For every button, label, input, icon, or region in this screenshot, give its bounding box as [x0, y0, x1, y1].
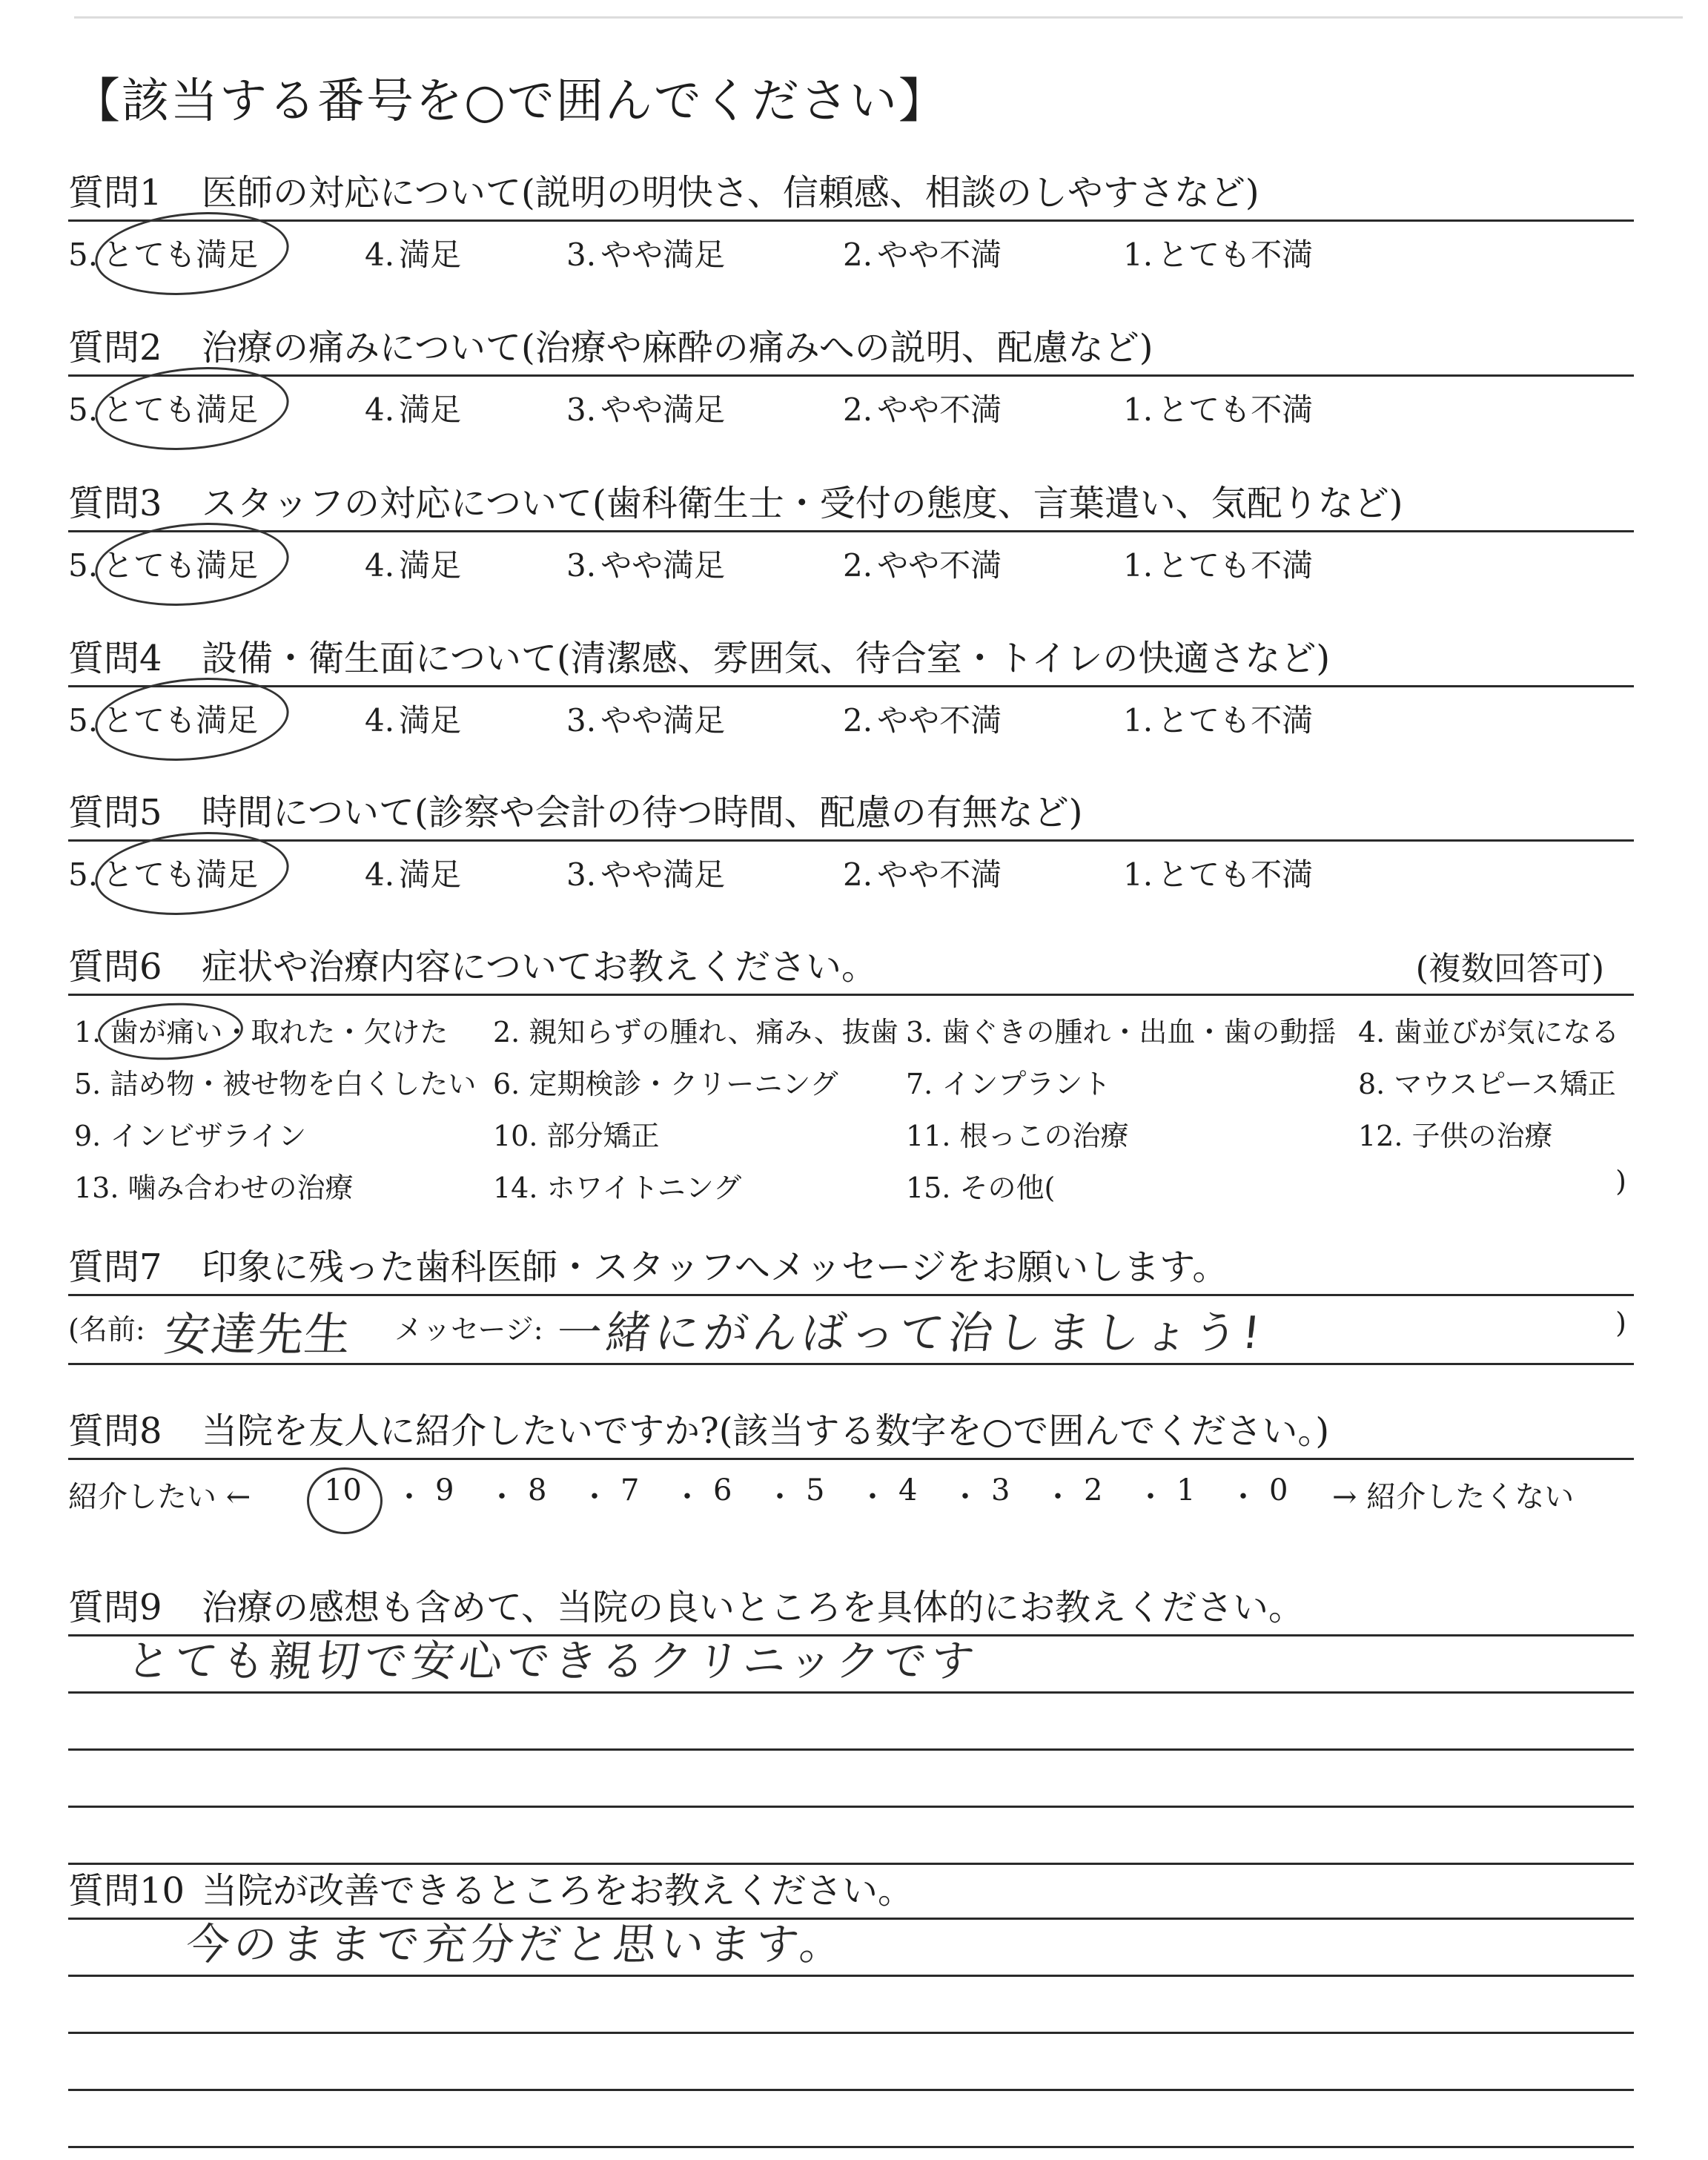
question-text: 医師の対応について(説明の明快さ、信頼感、相談のしやすさなど) — [202, 172, 1260, 214]
option-satisfied[interactable]: 4. 満足 — [365, 392, 462, 428]
option-gum-swelling[interactable]: 3. 歯ぐきの腫れ・出血・歯の動揺 — [906, 1016, 1337, 1048]
question-number: 質問3 — [68, 483, 162, 524]
name-label: (名前: — [68, 1313, 145, 1346]
message-close-paren: ) — [1615, 1307, 1626, 1339]
rating-options — [68, 222, 1634, 281]
option-whitening[interactable]: 14. ホワイトニング — [493, 1172, 742, 1204]
option-other[interactable]: 15. その他( — [906, 1172, 1056, 1204]
option-white-fillings[interactable]: 5. 詰め物・被せ物を白くしたい — [74, 1068, 477, 1100]
question-9 — [68, 1576, 1634, 1865]
question-5 — [68, 782, 1634, 901]
option-implant[interactable]: 7. インプラント — [906, 1068, 1111, 1100]
question-text: 症状や治療内容についてお教えください。 — [202, 946, 878, 988]
handwritten-answer: 今のままで充分だと思います。 — [183, 1919, 850, 1969]
question-number: 質問6 — [68, 946, 162, 988]
answer-line[interactable] — [68, 1977, 1634, 2034]
scale-dot: ・ — [487, 1480, 517, 1514]
question-text: スタッフの対応について(歯科衛生士・受付の態度、言葉遣い、気配りなど) — [202, 483, 1403, 524]
option-satisfied[interactable]: 4. 満足 — [365, 547, 462, 584]
option-very-dissatisfied[interactable]: 1. とても不満 — [1123, 237, 1314, 273]
option-very-dissatisfied[interactable]: 1. とても不満 — [1123, 547, 1314, 584]
question-7 — [68, 1236, 1634, 1365]
question-header — [68, 936, 1634, 996]
question-text: 治療の痛みについて(治療や麻酔の痛みへの説明、配慮など) — [202, 327, 1153, 369]
option-satisfied[interactable]: 4. 満足 — [365, 856, 462, 893]
question-number: 質問8 — [68, 1410, 162, 1452]
symptom-options — [68, 996, 1634, 1203]
option-alignment[interactable]: 4. 歯並びが気になる — [1358, 1016, 1620, 1048]
option-somewhat-dissatisfied[interactable]: 2. やや不満 — [843, 702, 1002, 739]
answer-line[interactable] — [68, 2091, 1634, 2148]
rating-options — [68, 532, 1634, 592]
scale-1[interactable]: 1 — [1176, 1473, 1196, 1507]
option-somewhat-dissatisfied[interactable]: 2. やや不満 — [843, 237, 1002, 273]
option-somewhat-dissatisfied[interactable]: 2. やや不満 — [843, 856, 1002, 893]
option-very-satisfied[interactable]: 5. とても満足 — [68, 856, 259, 893]
question-header — [68, 162, 1634, 222]
scale-4[interactable]: 4 — [898, 1473, 918, 1507]
option-somewhat-satisfied[interactable]: 3. やや満足 — [566, 237, 726, 273]
question-number: 質問9 — [68, 1587, 162, 1628]
option-satisfied[interactable]: 4. 満足 — [365, 702, 462, 739]
option-partial-ortho[interactable]: 10. 部分矯正 — [493, 1120, 660, 1152]
answer-line[interactable] — [68, 2034, 1634, 2091]
question-text: 治療の感想も含めて、当院の良いところを具体的にお教えください。 — [202, 1587, 1305, 1628]
option-somewhat-satisfied[interactable]: 3. やや満足 — [566, 856, 726, 893]
rating-options — [68, 687, 1634, 747]
top-rule — [74, 16, 1683, 19]
question-header — [68, 317, 1634, 377]
question-header — [68, 1400, 1634, 1460]
question-2 — [68, 317, 1634, 436]
option-toothache[interactable]: 1. 歯が痛い・取れた・欠けた — [74, 1016, 448, 1048]
question-text: 当院を友人に紹介したいですか?(該当する数字を○で囲んでください。) — [202, 1410, 1330, 1452]
scale-10[interactable]: 10 — [324, 1473, 362, 1507]
question-6 — [68, 936, 1634, 1203]
option-root-canal[interactable]: 11. 根っこの治療 — [906, 1120, 1129, 1152]
question-number: 質問1 — [68, 172, 162, 214]
option-very-satisfied[interactable]: 5. とても満足 — [68, 702, 259, 739]
question-3 — [68, 472, 1634, 592]
scale-dot: ・ — [672, 1480, 702, 1514]
option-somewhat-satisfied[interactable]: 3. やや満足 — [566, 392, 726, 428]
question-header — [68, 627, 1634, 687]
scale-dot: ・ — [580, 1480, 609, 1514]
scale-dot: ・ — [1043, 1480, 1073, 1514]
rating-options — [68, 377, 1634, 436]
scale-dot: ・ — [394, 1480, 424, 1514]
question-number: 質問4 — [68, 638, 162, 679]
question-text: 設備・衛生面について(清潔感、雰囲気、待合室・トイレの快適さなど) — [202, 638, 1331, 679]
option-somewhat-satisfied[interactable]: 3. やや満足 — [566, 547, 726, 584]
option-very-satisfied[interactable]: 5. とても満足 — [68, 547, 259, 584]
question-text: 時間について(診察や会計の待つ時間、配慮の有無など) — [202, 792, 1083, 833]
question-number: 質問10 — [68, 1870, 185, 1912]
question-10 — [68, 1860, 1634, 2148]
scale-9[interactable]: 9 — [435, 1473, 454, 1507]
question-number: 質問5 — [68, 792, 162, 833]
scale-3[interactable]: 3 — [991, 1473, 1010, 1507]
option-pediatric[interactable]: 12. 子供の治療 — [1358, 1120, 1553, 1152]
option-somewhat-satisfied[interactable]: 3. やや満足 — [566, 702, 726, 739]
scale-dot: ・ — [765, 1480, 795, 1514]
answer-lines — [68, 1636, 1634, 1865]
handwritten-name[interactable]: 安達先生 — [161, 1307, 354, 1361]
option-bite[interactable]: 13. 噛み合わせの治療 — [74, 1172, 354, 1204]
scale-8[interactable]: 8 — [528, 1473, 547, 1507]
option-very-satisfied[interactable]: 5. とても満足 — [68, 392, 259, 428]
question-4 — [68, 627, 1634, 747]
scale-right-label: → 紹介したくない — [1332, 1480, 1575, 1514]
scale-2[interactable]: 2 — [1084, 1473, 1103, 1507]
scale-dot: ・ — [858, 1480, 887, 1514]
question-number: 質問7 — [68, 1246, 162, 1288]
option-somewhat-dissatisfied[interactable]: 2. やや不満 — [843, 392, 1002, 428]
option-very-dissatisfied[interactable]: 1. とても不満 — [1123, 392, 1314, 428]
question-header — [68, 1236, 1634, 1296]
recommend-scale — [68, 1460, 1634, 1527]
answer-line[interactable] — [68, 1694, 1634, 1751]
handwritten-message[interactable]: 一緒にがんばって治しましょう! — [554, 1307, 1268, 1359]
option-very-dissatisfied[interactable]: 1. とても不満 — [1123, 702, 1314, 739]
option-invisalign[interactable]: 9. インビザライン — [74, 1120, 307, 1152]
message-label: メッセージ: — [394, 1313, 543, 1346]
option-wisdom-tooth[interactable]: 2. 親知らずの腫れ、痛み、抜歯 — [493, 1016, 898, 1048]
scale-0[interactable]: 0 — [1269, 1473, 1288, 1507]
scale-7[interactable]: 7 — [620, 1473, 640, 1507]
option-mouthpiece[interactable]: 8. マウスピース矯正 — [1358, 1068, 1616, 1100]
option-very-satisfied[interactable]: 5. とても満足 — [68, 237, 259, 273]
scale-left-label: 紹介したい ← — [68, 1480, 251, 1514]
scale-dot: ・ — [950, 1480, 980, 1514]
other-close-paren: ) — [1615, 1165, 1626, 1198]
question-8 — [68, 1400, 1634, 1527]
message-row — [68, 1296, 1634, 1365]
scale-dot: ・ — [1136, 1480, 1165, 1514]
option-checkup-cleaning[interactable]: 6. 定期検診・クリーニング — [493, 1068, 838, 1100]
answer-line[interactable] — [68, 1920, 1634, 1977]
option-very-dissatisfied[interactable]: 1. とても不満 — [1123, 856, 1314, 893]
option-satisfied[interactable]: 4. 満足 — [365, 237, 462, 273]
question-text: 当院が改善できるところをお教えください。 — [202, 1870, 914, 1912]
option-somewhat-dissatisfied[interactable]: 2. やや不満 — [843, 547, 1002, 584]
answer-line[interactable] — [68, 1751, 1634, 1808]
question-header — [68, 782, 1634, 842]
question-1 — [68, 162, 1634, 281]
multiple-answers-note: (複数回答可) — [1415, 950, 1604, 988]
question-text: 印象に残った歯科医師・スタッフへメッセージをお願いします。 — [202, 1246, 1228, 1288]
answer-line[interactable] — [68, 1808, 1634, 1865]
scale-dot: ・ — [1228, 1480, 1258, 1514]
scale-6[interactable]: 6 — [713, 1473, 732, 1507]
page-title: 【該当する番号を○で囲んでください】 — [73, 74, 947, 129]
question-number: 質問2 — [68, 327, 162, 369]
question-header — [68, 472, 1634, 532]
rating-options — [68, 842, 1634, 901]
hand-drawn-circle-mark — [307, 1467, 383, 1534]
answer-lines — [68, 1920, 1634, 2148]
answer-line[interactable] — [68, 1636, 1634, 1694]
scale-5[interactable]: 5 — [806, 1473, 825, 1507]
handwritten-answer: とても親切で安心できるクリニックです — [124, 1636, 982, 1686]
